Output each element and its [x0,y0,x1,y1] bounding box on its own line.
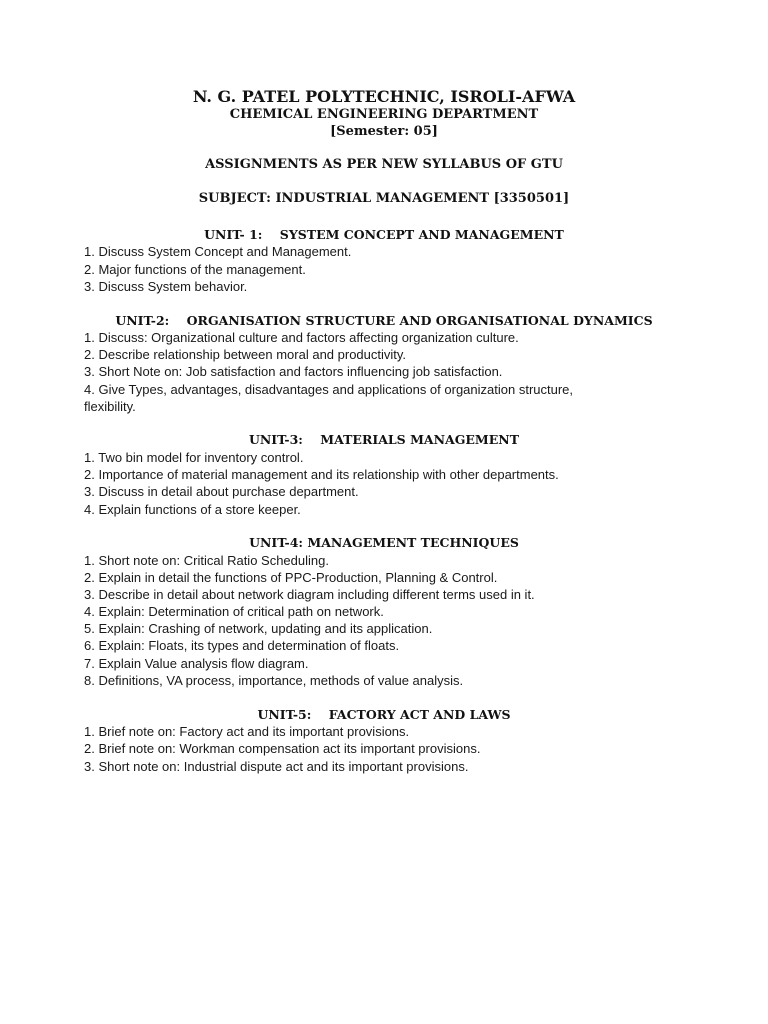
unit-2-question: 2. Describe relationship between moral and productivity. [84,347,407,362]
unit-3-question: 1. Two bin model for inventory control. [84,450,304,465]
unit-1-title: UNIT- 1: SYSTEM CONCEPT AND MANAGEMENT [204,227,564,242]
unit-4-question: 7. Explain Value analysis flow diagram. [84,656,309,671]
unit-4-question: 1. Short note on: Critical Ratio Scheduling. [84,553,329,568]
unit-3-question: 3. Discuss in detail about purchase department. [84,484,359,499]
unit-2-question: 4. Give Types, advantages, disadvantages and applications of organization structure, [84,382,574,397]
unit-3-question: 2. Importance of material management and its relationship with other departments. [84,467,559,482]
unit-3-title: UNIT-3: MATERIALS MANAGEMENT [248,432,520,447]
unit-5-question: 1. Brief note on: Factory act and its important provisions. [84,724,410,739]
semester-label: [Semester: 05] [330,124,438,139]
unit-4-question: 6. Explain: Floats, its types and determination of floats. [84,638,400,653]
subject-title: SUBJECT: INDUSTRIAL MANAGEMENT [3350501] [198,191,570,206]
unit-5-title: UNIT-5: FACTORY ACT AND LAWS [257,707,511,722]
unit-1-question: 1. Discuss System Concept and Management. [84,244,352,259]
unit-4-question: 2. Explain in detail the functions of PPC-Production, Planning & Control. [84,570,498,585]
unit-4-title: UNIT-4: MANAGEMENT TECHNIQUES [249,535,519,550]
unit-4-question: 3. Describe in detail about network diagram including different terms used in it. [84,587,535,602]
unit-1-question: 3. Discuss System behavior. [84,279,248,294]
unit-1-question: 2. Major functions of the management. [84,262,306,277]
department-name: CHEMICAL ENGINEERING DEPARTMENT [229,107,539,122]
unit-4-question: 8. Definitions, VA process, importance, methods of value analysis. [84,673,464,688]
unit-5-question: 2. Brief note on: Workman compensation act its important provisions. [84,741,481,756]
unit-2-question: flexibility. [84,399,136,414]
unit-2-question: 3. Short Note on: Job satisfaction and factors influencing job satisfaction. [84,364,503,379]
unit-4-question: 5. Explain: Crashing of network, updating and its application. [84,621,433,636]
unit-5-question: 3. Short note on: Industrial dispute act and its important provisions. [84,759,469,774]
assignment-title: ASSIGNMENTS AS PER NEW SYLLABUS OF GTU [205,157,563,172]
unit-2-question: 1. Discuss: Organizational culture and factors affecting organization culture. [84,330,519,345]
institute-name: N. G. PATEL POLYTECHNIC, ISROLI-AFWA [192,87,576,106]
unit-2-title: UNIT-2: ORGANISATION STRUCTURE AND ORGANISATIONAL DYNAMICS [115,313,653,328]
unit-4-question: 4. Explain: Determination of critical path on network. [84,604,384,619]
unit-3-question: 4. Explain functions of a store keeper. [84,502,301,517]
